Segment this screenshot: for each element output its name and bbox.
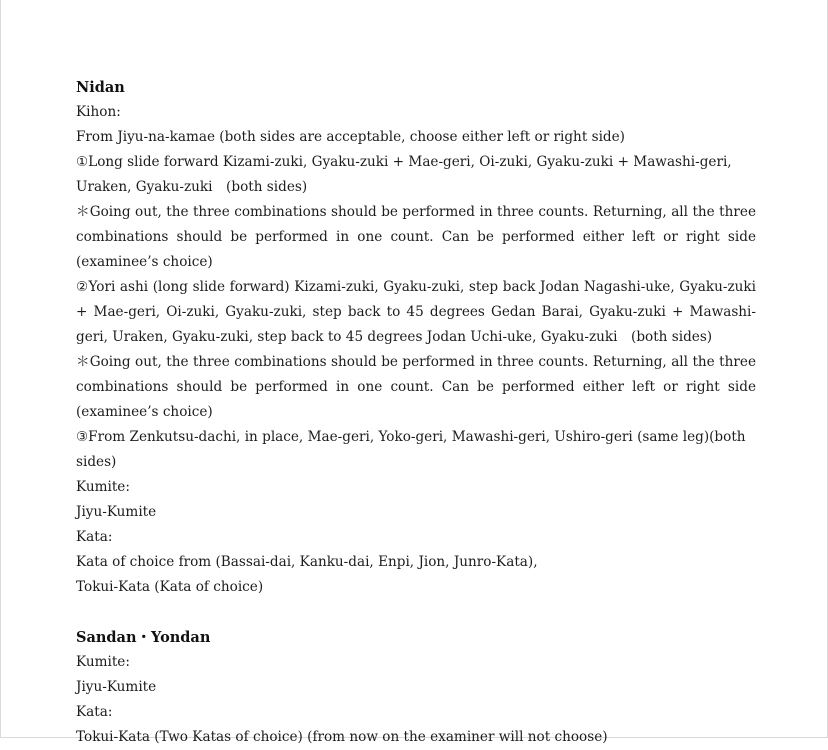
kihon-label: Kihon: [76, 104, 121, 120]
nidan-section [76, 75, 756, 600]
kihon-item-2: ②Yori ashi (long slide forward) Kizami-zuki, Gyaku-zuki, step back Jodan Nagashi-uke, Gyaku-zuki + Mae-geri, Oi-zuki, Gyaku-zuki, step back to 45 degrees Gedan Barai, Gyaku-zuki + Mawashi-geri, Uraken, Gyaku-zuki, step back to 45 degrees Jodan Uchi-uke, Gyaku-zuki (both sides) [76, 279, 756, 345]
kumite-label: Kumite: [76, 479, 130, 495]
kihon-item-1: ①Long slide forward Kizami-zuki, Gyaku-zuki + Mae-geri, Oi-zuki, Gyaku-zuki + Mawashi-geri, Uraken, Gyaku-zuki (both sides) [76, 154, 732, 195]
sandan-yondan-heading: Sandan・Yondan [76, 629, 211, 646]
document-body [76, 75, 756, 750]
kata-choice-text: Kata of choice from (Bassai-dai, Kanku-dai, Enpi, Jion, Junro-Kata), [76, 554, 538, 570]
kumite-value: Jiyu-Kumite [76, 679, 157, 695]
sandan-yondan-section [76, 625, 756, 750]
kihon-item-3: ③From Zenkutsu-dachi, in place, Mae-geri, Yoko-geri, Mawashi-geri, Ushiro-geri (same leg)(both sides) [76, 429, 746, 470]
start-position-text: From Jiyu-na-kamae (both sides are acceptable, choose either left or right side) [76, 129, 625, 145]
kumite-value: Jiyu-Kumite [76, 504, 157, 520]
nidan-heading: Nidan [76, 79, 125, 96]
tokui-kata-text: Tokui-Kata (Two Katas of choice) (from now on the examiner will not choose) [76, 729, 608, 745]
kata-label: Kata: [76, 704, 113, 720]
kihon-note-2: ＊Going out, the three combinations should be performed in three counts. Returning, all the three combinations should be performed in one count. Can be performed either left or right side (examinee’s choice) [76, 354, 756, 420]
kumite-label: Kumite: [76, 654, 130, 670]
tokui-kata-text: Tokui-Kata (Kata of choice) [76, 579, 264, 595]
section-spacer [76, 600, 756, 625]
kihon-note-1: ＊Going out, the three combinations should be performed in three counts. Returning, all the three combinations should be performed in one count. Can be performed either left or right side (examinee’s choice) [76, 204, 756, 270]
kata-label: Kata: [76, 529, 113, 545]
